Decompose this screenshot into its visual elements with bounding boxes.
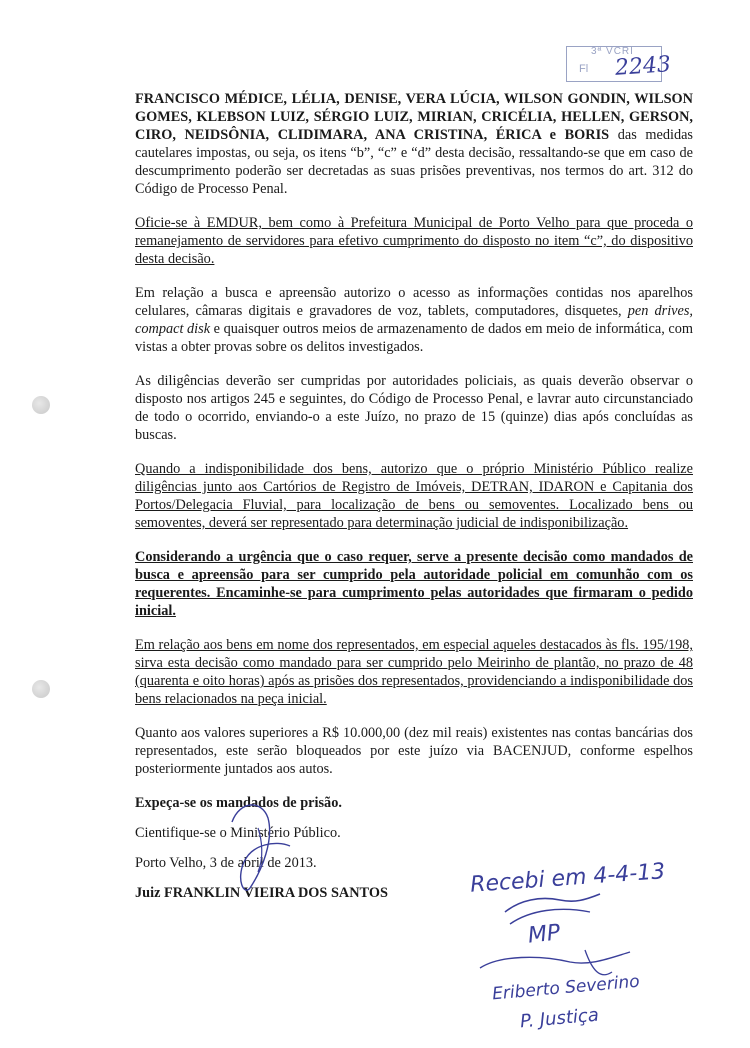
handwritten-name: Eriberto Severino (491, 971, 641, 1005)
stamp-fl-label: Fl (579, 63, 589, 75)
judge-name: Juiz FRANKLIN VIEIRA DOS SANTOS (135, 885, 388, 901)
paragraph-names-rest: das medidas cautelares impostas, ou seja, os itens “b”, “c” e “d” desta decisão, ressaltando-se que em caso de descumprimento poderão ser decretadas as suas prisões preventivas, nos termos do art. 312 do Código de Processo Penal. (135, 127, 693, 197)
paragraph-emdur: Oficie-se à EMDUR, bem como à Prefeitura Municipal de Porto Velho para que proceda o remanejamento de servidores para efetivo cumprimento do disposto no item “c”, do dispositivo desta decisão. (135, 215, 693, 267)
paragraph-valores: Quanto aos valores superiores a R$ 10.000,00 (dez mil reais) existentes nas contas bancárias dos representados, este serão bloqueados por este juízo via BACENJUD, conforme espelhos posteriormente juntados aos autos. (135, 725, 693, 777)
paragraph-indisponibilidade: Quando a indisponibilidade dos bens, autorizo que o próprio Ministério Público realize diligências junto aos Cartórios de Registro de Imóveis, DETRAN, IDARON e Capitania dos Portos/Delegacia Fluvial, para localização de bens ou semoventes. Localizado bens ou semoventes, deverá ser representado para determinação judicial de indisponibilização. (135, 461, 693, 531)
paragraph-cientifique: Cientifique-se o Ministério Público. (135, 825, 341, 841)
paragraph-busca-italic: pen drives, compact disk (135, 303, 693, 337)
paragraph-busca-a: Em relação a busca e apreensão autorizo o acesso as informações contidas nos aparelhos celulares, câmaras digitais e gravadores de voz, tablets, computadores, disquetes, (135, 285, 693, 319)
names-list: FRANCISCO MÉDICE, LÉLIA, DENISE, VERA LÚCIA, WILSON GONDIN, WILSON GOMES, KLEBSON LUIZ, SÉRGIO LUIZ, MIRIAN, CRICÉLIA, HELLEN, GERSON, CIRO, NEIDSÔNIA, CLIDIMARA, ANA CRISTINA, ÉRICA e BORIS (135, 91, 693, 143)
stamp-court: 3ª VCRI (591, 46, 634, 57)
stamp-page-number: 2243 (614, 52, 672, 81)
handwritten-mp: MP (526, 920, 562, 949)
paragraph-urgencia: Considerando a urgência que o caso requer, serve a presente decisão como mandados de busca e apreensão para ser cumprido pela autoridade policial em comunhão com os requerentes. Encaminhe-se para cumprimento pelas autoridades que firmaram o pedido inicial. (135, 549, 693, 619)
handwritten-received-note: Recebi em 4-4-13 (469, 859, 666, 898)
paragraph-date: Porto Velho, 3 de abril de 2013. (135, 855, 317, 871)
paragraph-busca-b: e quaisquer outros meios de armazenamento de dados em meio de informática, com vistas a obter provas sobre os delitos investigados. (135, 321, 693, 355)
paragraph-mandados-prisao: Expeça-se os mandados de prisão. (135, 795, 342, 811)
paragraph-diligencias: As diligências deverão ser cumpridas por autoridades policiais, as quais deverão observar o disposto nos artigos 245 e seguintes, do Código de Processo Penal, e lavrar auto circunstanciado de todo o ocorrido, enviando-o a este Juízo, no prazo de 15 (quinze) dias após concluídas as buscas. (135, 373, 693, 443)
paragraph-bens: Em relação aos bens em nome dos representados, em especial aqueles destacados às fls. 195/198, sirva esta decisão como mandado para ser cumprido pelo Meirinho de plantão, no prazo de 48 (quarenta e oito horas) após as prisões dos representados, providenciando a indisponibilidade dos bens relacionados na peça inicial. (135, 637, 693, 707)
handwritten-title: P. Justiça (519, 1004, 600, 1033)
